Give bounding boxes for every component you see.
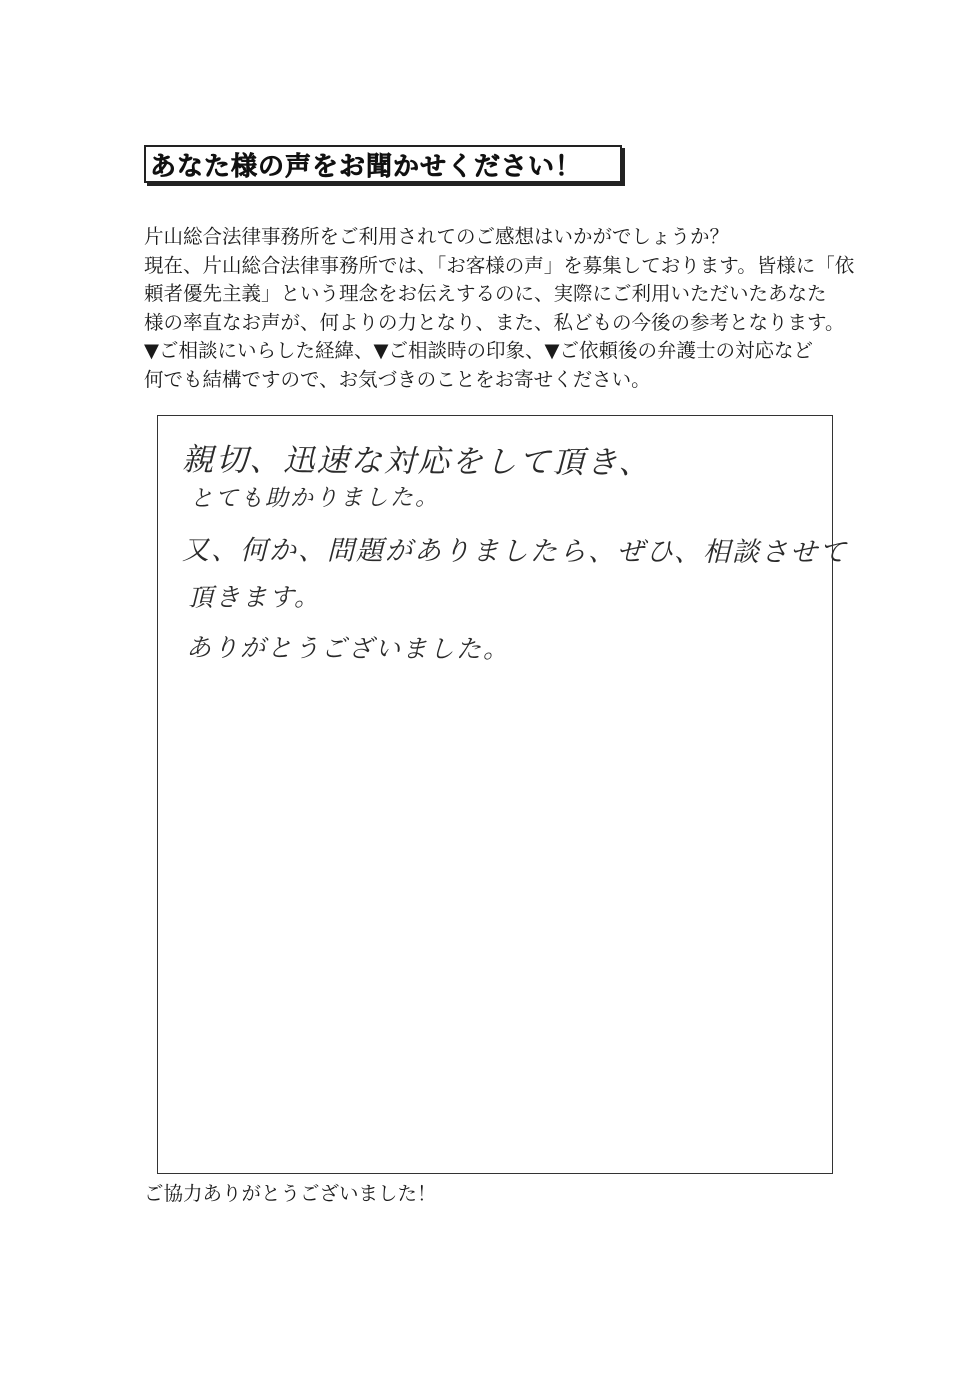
page-title: あなた様の声をお聞かせください！ bbox=[150, 151, 583, 182]
footer-thanks: ご協力ありがとうございました！ bbox=[144, 1182, 437, 1205]
intro-line: 様の率直なお声が、何よりの力となり、また、私どもの今後の参考となります。 bbox=[144, 310, 845, 334]
handwritten-line: とても助かりました。 bbox=[189, 484, 441, 512]
title-box bbox=[144, 145, 622, 183]
handwritten-line: 親切、迅速な対応をして頂き、 bbox=[181, 442, 653, 482]
intro-line: 片山総合法律事務所をご利用されてのご感想はいかがでしょうか？ bbox=[144, 225, 730, 248]
handwritten-line: ありがとうございました。 bbox=[185, 633, 511, 664]
intro-line: 現在、片山総合法律事務所では、「お客様の声」を募集しております。皆様に「依 bbox=[144, 253, 855, 277]
intro-text bbox=[144, 223, 854, 394]
answer-box bbox=[157, 415, 848, 1174]
handwritten-line: 又、何か、問題がありましたら、ぜひ、相談させて bbox=[181, 535, 848, 569]
intro-line: 何でも結構ですので、お気づきのことをお寄せください。 bbox=[144, 367, 651, 391]
intro-line: 頼者優先主義」という理念をお伝えするのに、実際にご利用いただいたあなた bbox=[144, 282, 827, 305]
handwritten-line: 頂きます。 bbox=[187, 582, 322, 612]
intro-line: ▼ご相談にいらした経緯、▼ご相談時の印象、▼ご依頼後の弁護士の対応など bbox=[144, 339, 813, 362]
